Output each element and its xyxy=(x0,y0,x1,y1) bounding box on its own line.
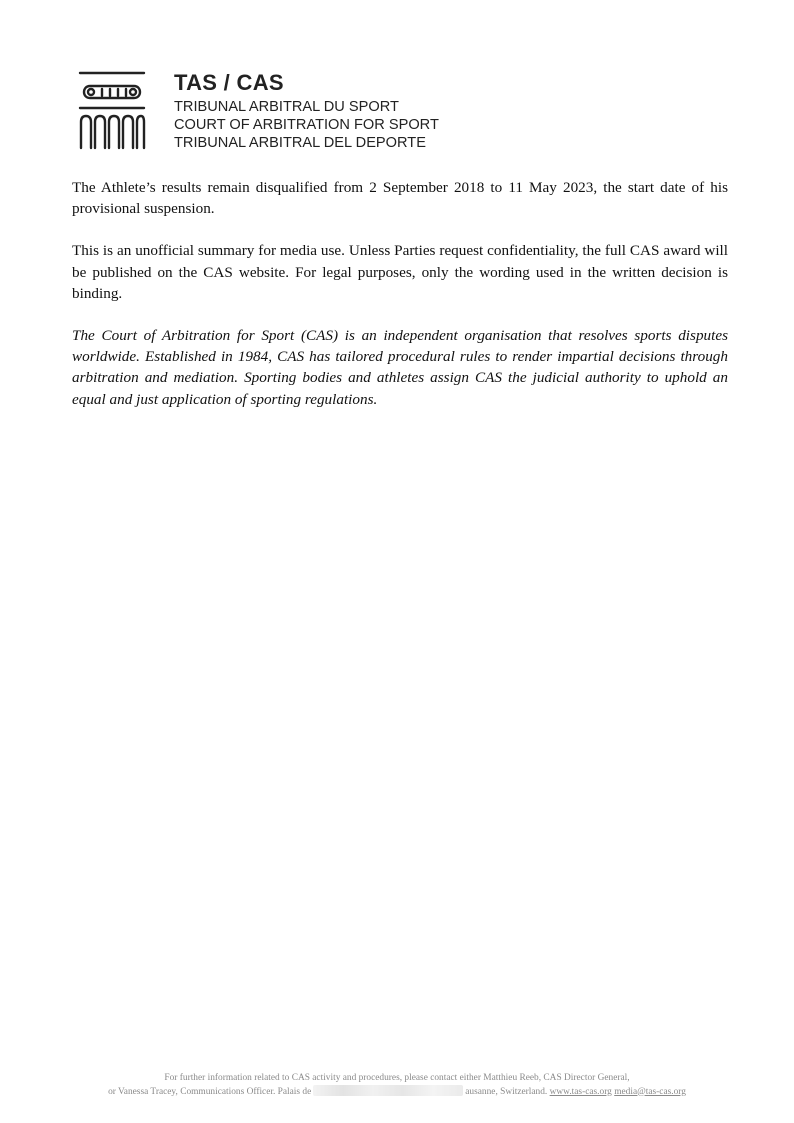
paragraph-summary: This is an unofficial summary for media use. Unless Parties request confidentiality, the full CAS award will be published on the CAS website. For legal purposes, only the wording used in the written decision is binding. xyxy=(72,242,728,302)
letterhead xyxy=(78,70,478,152)
organisation-name-french: TRIBUNAL ARBITRAL DU SPORT xyxy=(174,99,399,115)
organisation-abbreviation: TAS / CAS xyxy=(174,70,284,95)
website-link[interactable]: www.tas-cas.org xyxy=(549,1086,612,1097)
paragraph-results: The Athlete’s results remain disqualified from 2 September 2018 to 11 May 2023, the start date of his provisional suspension. xyxy=(72,179,728,218)
footer-line-address xyxy=(0,1085,794,1099)
footer-address-end: ausanne, Switzerland. xyxy=(465,1086,548,1097)
document-body xyxy=(72,177,728,431)
obscured-region xyxy=(313,1085,463,1096)
footer-line-contact: For further information related to CAS activity and procedures, please contact either Matthieu Reeb, CAS Director General, xyxy=(164,1073,630,1083)
footer-address-start: or Vanessa Tracey, Communications Officer. Palais de xyxy=(108,1086,312,1097)
organisation-name-spanish: TRIBUNAL ARBITRAL DEL DEPORTE xyxy=(174,135,426,151)
organisation-block xyxy=(174,70,439,152)
organisation-name-english: COURT OF ARBITRATION FOR SPORT xyxy=(174,117,439,133)
page-footer xyxy=(0,1072,794,1098)
email-link[interactable]: media@tas-cas.org xyxy=(614,1086,686,1097)
columns-logo-icon xyxy=(78,70,146,150)
paragraph-about-cas: The Court of Arbitration for Sport (CAS) is an independent organisation that resolves sports disputes worldwide. Established in 1984, CAS has tailored procedural rules to render impartial decisions through arbitration and mediation. Sporting bodies and athletes assign CAS the judicial authority to uphold an equal and just application of sporting regulations. xyxy=(72,327,728,408)
